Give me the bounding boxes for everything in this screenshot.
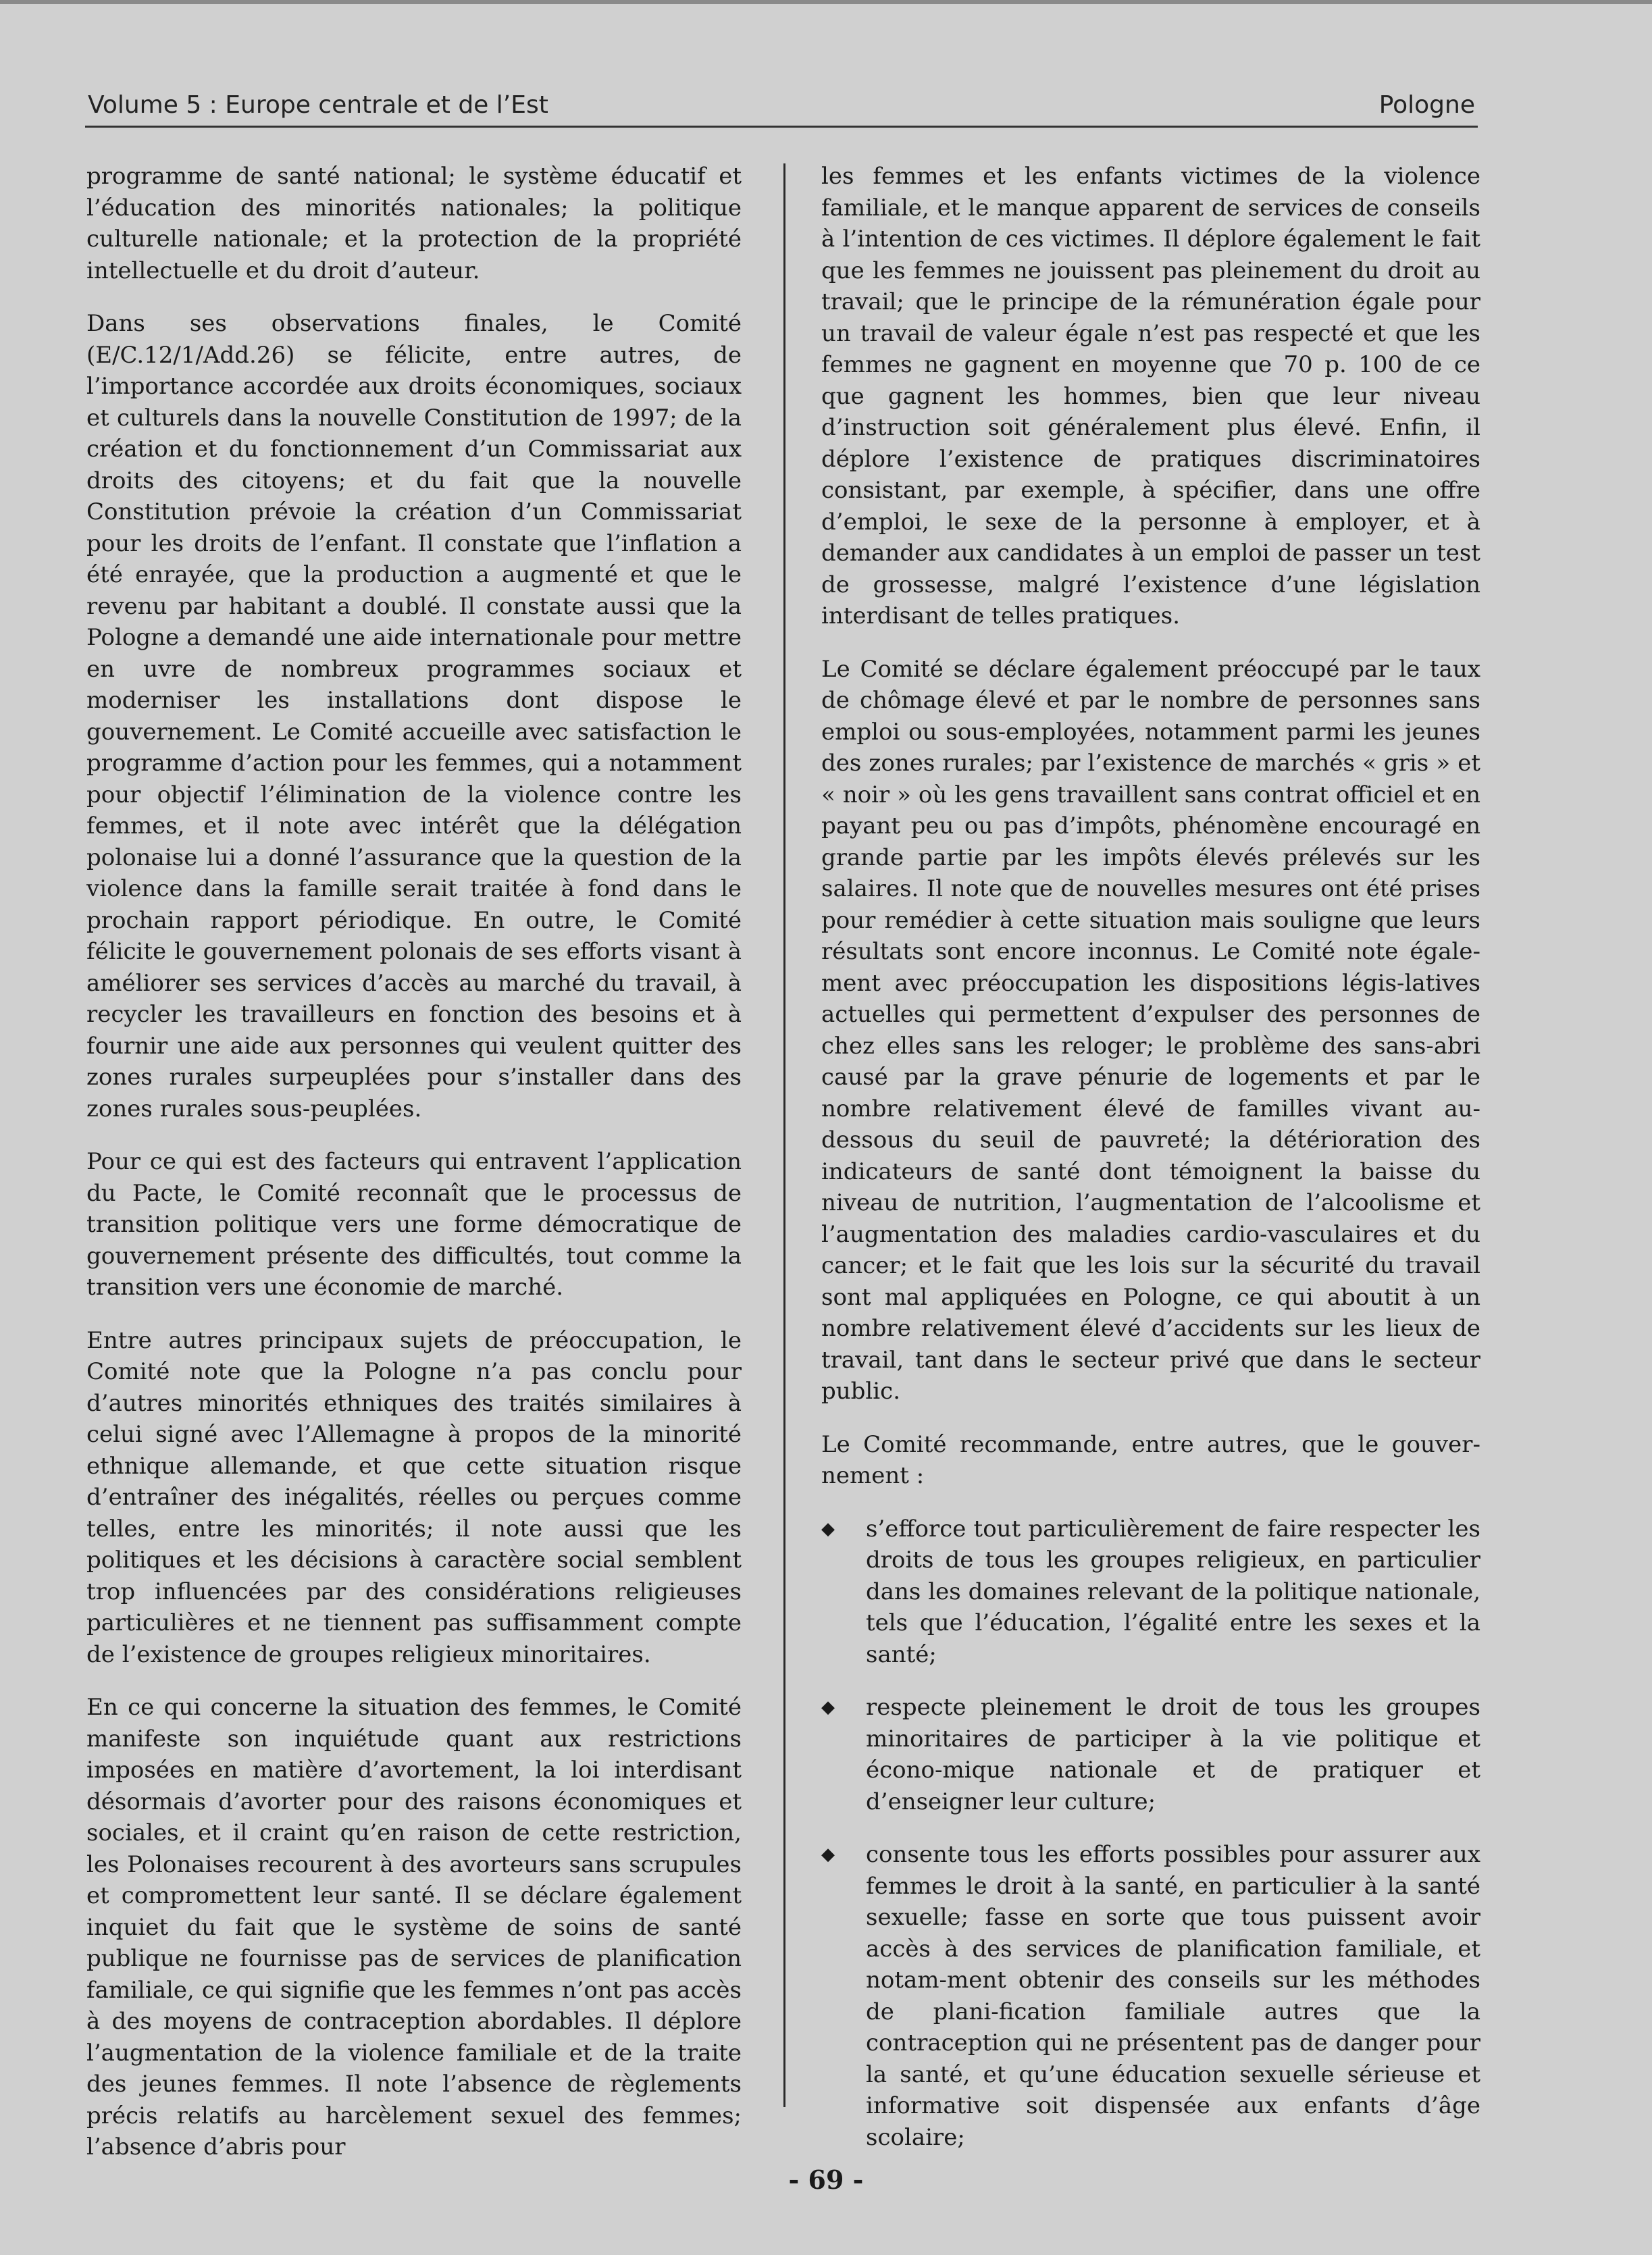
header-country: Pologne [1378, 91, 1475, 119]
left-column [86, 161, 742, 2185]
column-divider [783, 163, 785, 2107]
list-item [821, 1513, 1480, 1671]
paragraph: les femmes et les enfants victimes de la violence familiale, et le manque apparent de services de conseils à l’intention de ces victimes. Il déplore également le fait que les femmes ne jouissent pas pleinement du droit au travail; que le principe de la rémunération égale pour un travail de valeur égale n’est pas respecté et que les femmes ne gagnent en moyenne que 70 p. 100 de ce que gagnent les hommes, bien que leur niveau d’instruction soit généralement plus élevé. Enfin, il déplore l’existence de pratiques discriminatoires consistant, par exemple, à spécifier, dans une offre d’emploi, le sexe de la personne à employer, et à demander aux candidates à un emploi de passer un test de grossesse, malgré l’existence d’une législation interdisant de telles pratiques. [821, 163, 1480, 629]
diamond-bullet-icon: ◆ [821, 1844, 835, 1865]
recommendation-list [821, 1513, 1480, 2154]
right-column [821, 161, 1480, 2175]
list-item-text: respecte pleinement le droit de tous les groupes minoritaires de participer à la vie politique et écono-mique nationale et de pratiquer et d’enseigner leur culture; [866, 1694, 1480, 1815]
header-volume-title: Volume 5 : Europe centrale et de l’Est [88, 91, 548, 119]
paragraph: Entre autres principaux sujets de préoccupation, le Comité note que la Pologne n’a pas conclu pour d’autres minorités ethniques des traités similaires à celui signé avec l’Allemagne à propos de la minorité ethnique allemande, et que cette situation risque d’entraîner des inégalités, réelles ou perçues comme telles, entre les minorités; il note aussi que les politiques et les décisions à caractère social semblent trop influencées par des considérations religieuses particulières et ne tiennent pas suffisamment compte de l’existence de groupes religieux minoritaires. [86, 1326, 742, 1668]
paragraph: programme de santé national; le système éducatif et l’éducation des minorités nationales; la politique culturelle nationale; et la protection de la propriété intellectuelle et du droit d’auteur. [86, 163, 742, 284]
paragraph: Dans ses observations finales, le Comité (E/C.12/1/Add.26) se félicite, entre autres, de l’importance accordée aux droits économiques, sociaux et culturels dans la nouvelle Constitution de 1997; de la création et du fonctionnement d’un Commissariat aux droits des citoyens; et du fait que la nouvelle Constitution prévoie la création d’un Commissariat pour les droits de l’enfant. Il constate que l’inflation a été enrayée, que la production a augmenté et que le revenu par habitant a doublé. Il constate aussi que la Pologne a demandé une aide internationale pour mettre en uvre de nombreux programmes sociaux et moderniser les installations dont dispose le gouvernement. Le Comité accueille avec satisfaction le programme d’action pour les femmes, qui a notamment pour objectif l’élimination de la violence contre les femmes, et il note avec intérêt que la délégation polonaise lui a donné l’assurance que la question de la violence dans la famille serait traitée à fond dans le prochain rapport périodique. En outre, le Comité félicite le gouvernement polonais de ses efforts visant à améliorer ses services d’accès au marché du travail, à recycler les travailleurs en fonction des besoins et à fournir une aide aux personnes qui veulent quitter des zones rurales surpeuplées pour s’installer dans des zones rurales sous-peuplées. [86, 310, 742, 1122]
running-header [85, 80, 1478, 128]
list-item [821, 1692, 1480, 1817]
diamond-bullet-icon: ◆ [821, 1518, 835, 1539]
paragraph: Le Comité recommande, entre autres, que le gouver-nement : [821, 1430, 1480, 1489]
paragraph: En ce qui concerne la situation des femmes, le Comité manifeste son inquiétude quant aux restrictions imposées en matière d’avortement, la loi interdisant désormais d’avorter pour des raisons économiques et sociales, et il craint qu’en raison de cette restriction, les Polonaises recourent à des avorteurs sans scrupules et compromettent leur santé. Il se déclare également inquiet du fait que le système de soins de santé publique ne fournisse pas de services de planification familiale, ce qui signifie que les femmes n’ont pas accès à des moyens de contraception abordables. Il déplore l’augmentation de la violence familiale et de la traite des jeunes femmes. Il note l’absence de règlements précis relatifs au harcèlement sexuel des femmes; l’absence d’abris pour [86, 1694, 742, 2160]
page-number: - 69 - [788, 2165, 864, 2195]
list-item [821, 1839, 1480, 2153]
paragraph: Le Comité se déclare également préoccupé par le taux de chômage élevé et par le nombre de personnes sans emploi ou sous-employées, notamment parmi les jeunes des zones rurales; par l’existence de marchés « gris » et « noir » où les gens travaillent sans contrat officiel et en payant peu ou pas d’impôts, phénomène encouragé en grande partie par les impôts élevés prélevés sur les salaires. Il note que de nouvelles mesures ont été prises pour remédier à cette situation mais souligne que leurs résultats sont encore inconnus. Le Comité note égale-ment avec préoccupation les dispositions légis-latives actuelles qui permettent d’expulser des personnes de chez elles sans les reloger; le problème des sans-abri causé par la grave pénurie de logements et par le nombre relativement élevé de familles vivant au-dessous du seuil de pauvreté; la détérioration des indicateurs de santé dont témoignent la baisse du niveau de nutrition, l’augmentation de l’alcoolisme et l’augmentation des maladies cardio-vasculaires et du cancer; et le fait que les lois sur la sécurité du travail sont mal appliquées en Pologne, ce qui aboutit à un nombre relativement élevé d’accidents sur les lieux de travail, tant dans le secteur privé que dans le secteur public. [821, 655, 1480, 1405]
list-item-text: s’efforce tout particulièrement de faire respecter les droits de tous les groupes religieux, en particulier dans les domaines relevant de la politique nationale, tels que l’éducation, l’égalité entre les sexes et la santé; [866, 1515, 1480, 1668]
paragraph: Pour ce qui est des facteurs qui entravent l’application du Pacte, le Comité reconnaît que le processus de transition politique vers une forme démocratique de gouvernement présente des difficultés, tout comme la transition vers une économie de marché. [86, 1148, 742, 1301]
diamond-bullet-icon: ◆ [821, 1697, 835, 1717]
scan-top-edge [0, 0, 1652, 4]
list-item-text: consente tous les efforts possibles pour assurer aux femmes le droit à la santé, en particulier à la santé sexuelle; fasse en sorte que tous puissent avoir accès à des services de planification familiale, et notam-ment obtenir des conseils sur les méthodes de plani-fication familiale autres que la contraception qui ne présentent pas de danger pour la santé, et qu’une éducation sexuelle sérieuse et informative soit dispensée aux enfants d’âge scolaire; [866, 1841, 1480, 2151]
